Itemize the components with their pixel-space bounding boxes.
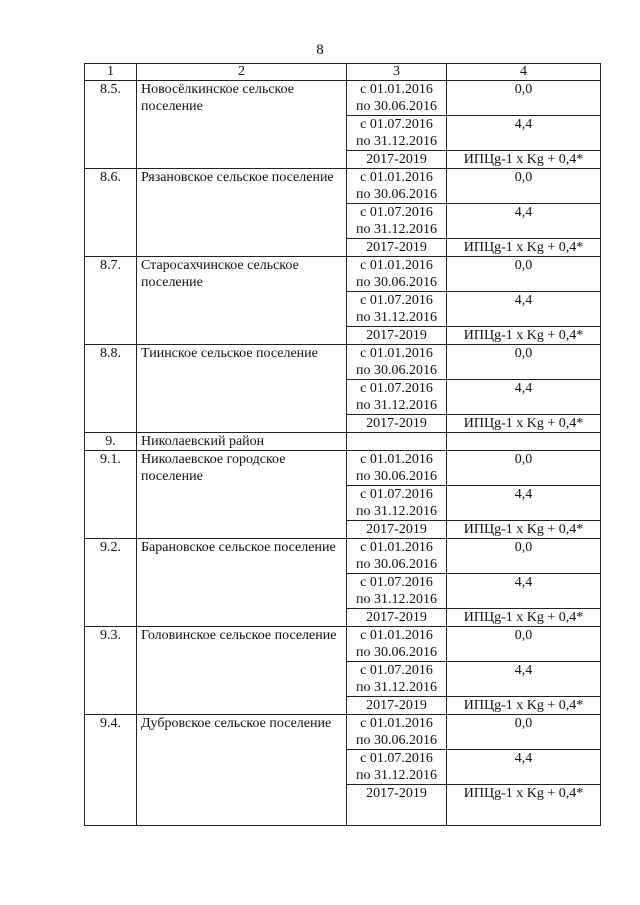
settlement-name: Тиинское сельское поселение	[137, 345, 347, 433]
value-cell: 4,4	[447, 380, 601, 415]
period-end: по 31.12.2016	[356, 310, 437, 325]
period-end: по 30.06.2016	[356, 363, 437, 378]
header-cell: 2	[137, 64, 347, 81]
period-end: по 30.06.2016	[356, 557, 437, 572]
value-cell: 4,4	[447, 486, 601, 521]
settlement-name: Головинское сельское поселение	[137, 627, 347, 715]
period-cell	[347, 380, 447, 415]
value-cell: 0,0	[447, 539, 601, 574]
value-cell: 4,4	[447, 662, 601, 697]
value-cell: 4,4	[447, 204, 601, 239]
value-cell: 4,4	[447, 574, 601, 609]
period-end: по 31.12.2016	[356, 398, 437, 413]
period-cell	[347, 257, 447, 292]
settlement-name: Дубровское сельское поселение	[137, 715, 347, 826]
period-start: с 01.07.2016	[360, 663, 433, 678]
period-cell	[347, 521, 447, 539]
period-start: с 01.01.2016	[360, 346, 433, 361]
period-cell	[347, 486, 447, 521]
value-cell: ИПЦg-1 x Kg + 0,4*	[447, 697, 601, 715]
period-start: 2017-2019	[366, 240, 427, 255]
period-cell	[347, 81, 447, 116]
page-number: 8	[316, 42, 324, 58]
period-end: по 31.12.2016	[356, 592, 437, 607]
settlement-name: Николаевский район	[137, 433, 347, 451]
period-cell	[347, 697, 447, 715]
period-start: с 01.01.2016	[360, 716, 433, 731]
value-cell: 0,0	[447, 257, 601, 292]
table-row	[85, 345, 601, 380]
settlement-name: Рязановское сельское поселение	[137, 169, 347, 257]
period-start: с 01.01.2016	[360, 258, 433, 273]
period-cell	[347, 539, 447, 574]
period-start: 2017-2019	[366, 786, 427, 801]
table-row	[85, 169, 601, 204]
table-row	[85, 627, 601, 662]
row-number: 9.3.	[85, 627, 137, 715]
period-start: с 01.01.2016	[360, 540, 433, 555]
value-cell: ИПЦg-1 x Kg + 0,4*	[447, 239, 601, 257]
period-cell	[347, 785, 447, 826]
value-cell: 0,0	[447, 345, 601, 380]
period-cell	[347, 415, 447, 433]
value-cell: ИПЦg-1 x Kg + 0,4*	[447, 609, 601, 627]
period-cell	[347, 715, 447, 750]
period-start: с 01.01.2016	[360, 82, 433, 97]
settlement-name: Новосёлкинское сельское поселение	[137, 81, 347, 169]
period-cell	[347, 292, 447, 327]
value-cell: 4,4	[447, 292, 601, 327]
row-number: 8.7.	[85, 257, 137, 345]
period-cell	[347, 169, 447, 204]
value-cell: 0,0	[447, 169, 601, 204]
value-cell: ИПЦg-1 x Kg + 0,4*	[447, 785, 601, 826]
period-start: 2017-2019	[366, 152, 427, 167]
period-cell	[347, 574, 447, 609]
value-cell: 0,0	[447, 81, 601, 116]
row-number: 9.2.	[85, 539, 137, 627]
period-start: с 01.07.2016	[360, 293, 433, 308]
table-row	[85, 81, 601, 116]
value-cell: ИПЦg-1 x Kg + 0,4*	[447, 415, 601, 433]
table-row	[85, 451, 601, 486]
row-number: 9.	[85, 433, 137, 451]
period-end: по 31.12.2016	[356, 768, 437, 783]
period-end: по 30.06.2016	[356, 187, 437, 202]
period-cell	[347, 327, 447, 345]
table-row	[85, 257, 601, 292]
row-number: 9.1.	[85, 451, 137, 539]
row-number: 9.4.	[85, 715, 137, 826]
period-end: по 31.12.2016	[356, 134, 437, 149]
table-row	[85, 715, 601, 750]
value-cell: 0,0	[447, 627, 601, 662]
table-header-row	[85, 64, 601, 81]
settlement-name: Барановское сельское поселение	[137, 539, 347, 627]
period-end: по 30.06.2016	[356, 733, 437, 748]
header-cell: 1	[85, 64, 137, 81]
period-cell	[347, 116, 447, 151]
value-cell	[447, 433, 601, 451]
table-row	[85, 433, 601, 451]
value-cell: 0,0	[447, 715, 601, 750]
value-cell: ИПЦg-1 x Kg + 0,4*	[447, 521, 601, 539]
period-start: с 01.01.2016	[360, 452, 433, 467]
settlement-name: Николаевское городское поселение	[137, 451, 347, 539]
period-start: 2017-2019	[366, 328, 427, 343]
period-cell	[347, 239, 447, 257]
value-cell: ИПЦg-1 x Kg + 0,4*	[447, 327, 601, 345]
settlement-name: Старосахчинское сельское поселение	[137, 257, 347, 345]
period-cell	[347, 433, 447, 451]
period-start: 2017-2019	[366, 522, 427, 537]
period-start: с 01.07.2016	[360, 205, 433, 220]
period-cell	[347, 204, 447, 239]
header-cell: 3	[347, 64, 447, 81]
period-cell	[347, 662, 447, 697]
period-start: 2017-2019	[366, 698, 427, 713]
period-end: по 31.12.2016	[356, 680, 437, 695]
period-start: 2017-2019	[366, 610, 427, 625]
row-number: 8.8.	[85, 345, 137, 433]
period-start: с 01.07.2016	[360, 117, 433, 132]
period-cell	[347, 750, 447, 785]
period-end: по 30.06.2016	[356, 469, 437, 484]
period-start: с 01.07.2016	[360, 575, 433, 590]
period-end: по 30.06.2016	[356, 275, 437, 290]
period-end: по 31.12.2016	[356, 222, 437, 237]
period-start: с 01.01.2016	[360, 628, 433, 643]
row-number: 8.6.	[85, 169, 137, 257]
period-end: по 31.12.2016	[356, 504, 437, 519]
header-cell: 4	[447, 64, 601, 81]
tariff-table	[84, 63, 601, 826]
period-start: с 01.01.2016	[360, 170, 433, 185]
period-cell	[347, 451, 447, 486]
period-end: по 30.06.2016	[356, 99, 437, 114]
value-cell: ИПЦg-1 x Kg + 0,4*	[447, 151, 601, 169]
value-cell: 4,4	[447, 116, 601, 151]
row-number: 8.5.	[85, 81, 137, 169]
value-cell: 4,4	[447, 750, 601, 785]
period-cell	[347, 627, 447, 662]
period-start: с 01.07.2016	[360, 381, 433, 396]
period-start: 2017-2019	[366, 416, 427, 431]
table-row	[85, 539, 601, 574]
period-cell	[347, 151, 447, 169]
period-cell	[347, 609, 447, 627]
period-cell	[347, 345, 447, 380]
period-start: с 01.07.2016	[360, 487, 433, 502]
value-cell: 0,0	[447, 451, 601, 486]
period-end: по 30.06.2016	[356, 645, 437, 660]
period-start: с 01.07.2016	[360, 751, 433, 766]
